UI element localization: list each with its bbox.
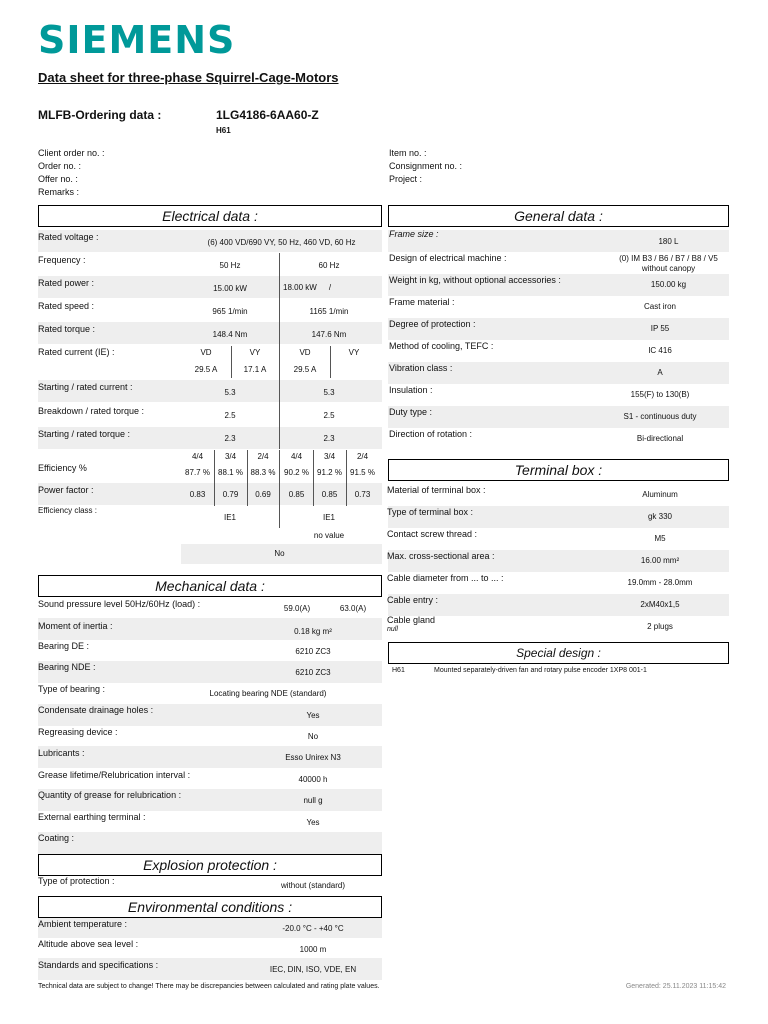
- standards-label: Standards and specifications :: [38, 960, 159, 970]
- efficiency-value: 91.5 %: [350, 468, 375, 477]
- efficiency-value: 91.2 %: [317, 468, 342, 477]
- power-separator: /: [328, 283, 332, 292]
- grease-lifetime-label: Grease lifetime/Relubrication interval :: [38, 770, 191, 780]
- load-head: 4/4: [191, 452, 204, 461]
- sound-pressure-label: Sound pressure level 50Hz/60Hz (load) :: [38, 599, 201, 609]
- cable-entry-value: 2xM40x1,5: [640, 600, 680, 609]
- explosion-protection-header: Explosion protection :: [38, 854, 382, 876]
- duty-type-value: S1 - continuous duty: [623, 412, 697, 421]
- document-title: Data sheet for three-phase Squirrel-Cage-Motors: [38, 70, 339, 85]
- current-head-vd-60: VD: [299, 348, 311, 357]
- power-factor-value: 0.83: [189, 490, 206, 499]
- regreasing-value: No: [307, 732, 319, 741]
- current-head-vy-60: VY: [348, 348, 360, 357]
- frame-material-value: Cast iron: [643, 302, 676, 311]
- client-order-label: Client order no. :: [38, 148, 105, 158]
- rated-current-label: Rated current (IE) :: [38, 347, 115, 357]
- rotation-label: Direction of rotation :: [389, 429, 473, 439]
- efficiency-value: 88.3 %: [250, 468, 276, 477]
- rated-voltage-label: Rated voltage :: [38, 232, 99, 242]
- cross-section-label: Max. cross-sectional area :: [387, 551, 495, 561]
- bearing-de-label: Bearing DE :: [38, 641, 90, 651]
- protection-type-label: Type of protection :: [38, 876, 115, 886]
- rated-speed-label: Rated speed :: [38, 301, 95, 311]
- lubricants-value: Esso Unirex N3: [285, 753, 341, 762]
- order-meta-right: [389, 147, 462, 186]
- coating-label: Coating :: [38, 833, 75, 843]
- power-50-value: 15.00 kW: [213, 284, 247, 293]
- frame-size-label: Frame size :: [389, 229, 439, 239]
- load-head: 3/4: [323, 452, 336, 461]
- power-factor-value: 0.69: [255, 490, 271, 499]
- consignment-no-label: Consignment no. :: [389, 161, 463, 171]
- row-shading: [38, 832, 382, 854]
- footer-disclaimer: Technical data are subject to change! There may be discrepancies between calculated and rating plate values.: [38, 983, 380, 990]
- insulation-label: Insulation :: [389, 385, 433, 395]
- no-value-text: no value: [313, 531, 345, 540]
- current-vd-60-value: 29.5 A: [293, 365, 317, 374]
- environmental-conditions-header: Environmental conditions :: [38, 896, 382, 918]
- frequency-label: Frequency :: [38, 255, 86, 265]
- rated-power-label: Rated power :: [38, 278, 95, 288]
- order-meta-left: [38, 147, 105, 199]
- bearing-de-value: 6210 ZC3: [295, 647, 331, 656]
- bearing-type-label: Type of bearing :: [38, 684, 106, 694]
- project-label: Project :: [389, 174, 423, 184]
- cooling-label: Method of cooling, TEFC :: [389, 341, 494, 351]
- protection-type-value: without (standard): [280, 881, 346, 890]
- remarks-label: Remarks :: [38, 187, 80, 197]
- protection-value: IP 55: [650, 324, 670, 333]
- earthing-terminal-label: External earthing terminal :: [38, 812, 146, 822]
- starting-torque-label: Starting / rated torque :: [38, 429, 131, 439]
- cable-entry-label: Cable entry :: [387, 595, 439, 605]
- cable-gland-label: Cable gland: [387, 615, 436, 625]
- terminal-type-value: gk 330: [647, 512, 673, 521]
- weight-value: 150.00 kg: [650, 280, 687, 289]
- screw-thread-value: M5: [654, 534, 666, 543]
- rated-voltage-value: (6) 400 VD/690 VY, 50 Hz, 460 VD, 60 Hz: [207, 238, 356, 247]
- offer-no-label: Offer no. :: [38, 174, 78, 184]
- condensate-value: Yes: [306, 711, 320, 720]
- mlfb-label: MLFB-Ordering data :: [38, 108, 162, 122]
- terminal-material-value: Aluminum: [642, 490, 678, 499]
- power-factor-value: 0.79: [222, 490, 239, 499]
- current-head-vy-50: VY: [249, 348, 261, 357]
- screw-thread-label: Contact screw thread :: [387, 529, 478, 539]
- frame-material-label: Frame material :: [389, 297, 455, 307]
- current-vy-50-value: 17.1 A: [243, 365, 267, 374]
- generated-timestamp: Generated: 25.11.2023 11:15:42: [625, 983, 726, 990]
- terminal-box-header: Terminal box :: [388, 459, 729, 481]
- lubricants-label: Lubricants :: [38, 748, 85, 758]
- current-vd-50-value: 29.5 A: [194, 365, 218, 374]
- cable-diameter-label: Cable diameter from ... to ... :: [387, 573, 504, 583]
- load-head: 2/4: [257, 452, 269, 461]
- bearing-type-value: Locating bearing NDE (standard): [209, 689, 327, 698]
- column-divider: [330, 346, 331, 378]
- cable-gland-value: 2 plugs: [647, 622, 673, 631]
- efficiency-value: 90.2 %: [284, 468, 309, 477]
- ambient-temp-label: Ambient temperature :: [38, 919, 128, 929]
- terminal-material-label: Material of terminal box :: [387, 485, 486, 495]
- efficiency-value: 87.7 %: [185, 468, 210, 477]
- power-factor-value: 0.85: [321, 490, 338, 499]
- cable-diameter-value: 19.0mm - 28.0mm: [627, 578, 693, 587]
- item-no-label: Item no. :: [389, 148, 427, 158]
- efficiency-label: Efficiency %: [38, 463, 87, 473]
- duty-type-label: Duty type :: [389, 407, 433, 417]
- starting-current-50: 5.3: [224, 388, 236, 397]
- power-60-value: 18.00 kW: [283, 283, 317, 292]
- altitude-label: Altitude above sea level :: [38, 939, 139, 949]
- bearing-nde-label: Bearing NDE :: [38, 662, 96, 672]
- altitude-value: 1000 m: [299, 945, 327, 954]
- special-design-header: Special design :: [388, 642, 729, 664]
- special-description: Mounted separately-driven fan and rotary pulse encoder 1XP8 001-1: [434, 667, 647, 674]
- power-factor-value: 0.73: [354, 490, 371, 499]
- rated-torque-label: Rated torque :: [38, 324, 96, 334]
- freq-50-value: 50 Hz: [219, 261, 241, 270]
- general-data-header: General data :: [388, 205, 729, 227]
- vibration-label: Vibration class :: [389, 363, 453, 373]
- grease-quantity-value: null g: [303, 796, 323, 805]
- rotation-value: Bi-directional: [636, 434, 684, 443]
- design-label: Design of electrical machine :: [389, 253, 507, 263]
- inertia-label: Moment of inertia :: [38, 621, 113, 631]
- sound-50-value: 59.0(A): [283, 604, 311, 613]
- cable-gland-note: null: [387, 626, 398, 633]
- efficiency-class-label: Efficiency class :: [38, 506, 97, 515]
- speed-50-value: 965 1/min: [212, 307, 248, 316]
- ambient-temp-value: -20.0 °C - +40 °C: [282, 924, 344, 933]
- bearing-nde-value: 6210 ZC3: [295, 668, 331, 677]
- starting-torque-60: 2.3: [323, 434, 335, 443]
- mechanical-data-header: Mechanical data :: [38, 575, 382, 597]
- starting-torque-50: 2.3: [224, 434, 236, 443]
- mlfb-value: 1LG4186-6AA60-Z: [216, 108, 319, 122]
- cooling-value: IC 416: [648, 346, 672, 355]
- electrical-data-header: Electrical data :: [38, 205, 382, 227]
- power-factor-value: 0.85: [288, 490, 305, 499]
- speed-60-value: 1165 1/min: [309, 307, 349, 316]
- no-text: No: [274, 549, 285, 558]
- current-head-vd-50: VD: [200, 348, 212, 357]
- grease-quantity-label: Quantity of grease for relubrication :: [38, 790, 182, 800]
- efficiency-value: 88.1 %: [218, 468, 243, 477]
- protection-label: Degree of protection :: [389, 319, 476, 329]
- design-value: (0) IM B3 / B6 / B7 / B8 / V5: [619, 254, 718, 263]
- efficiency-class-50: IE1: [223, 513, 236, 522]
- power-factor-label: Power factor :: [38, 485, 94, 495]
- standards-value: IEC, DIN, ISO, VDE, EN: [269, 965, 357, 974]
- earthing-terminal-value: Yes: [306, 818, 320, 827]
- regreasing-label: Regreasing device :: [38, 727, 118, 737]
- insulation-value: 155(F) to 130(B): [630, 390, 690, 399]
- load-head: 2/4: [356, 452, 369, 461]
- breakdown-torque-label: Breakdown / rated torque :: [38, 406, 145, 416]
- sound-60-value: 63.0(A): [339, 604, 367, 613]
- weight-label: Weight in kg, without optional accessories :: [389, 275, 561, 285]
- starting-current-60: 5.3: [323, 388, 335, 397]
- terminal-type-label: Type of terminal box :: [387, 507, 474, 517]
- torque-60-value: 147.6 Nm: [311, 330, 347, 339]
- order-no-label: Order no. :: [38, 161, 82, 171]
- cross-section-value: 16.00 mm²: [640, 556, 680, 565]
- inertia-value: 0.18 kg m²: [294, 627, 332, 636]
- starting-current-label: Starting / rated current :: [38, 382, 133, 392]
- torque-50-value: 148.4 Nm: [212, 330, 248, 339]
- load-head: 3/4: [224, 452, 237, 461]
- freq-60-value: 60 Hz: [318, 261, 340, 270]
- grease-lifetime-value: 40000 h: [298, 775, 328, 784]
- vibration-value: A: [657, 368, 663, 377]
- siemens-logo: SIEMENS: [38, 18, 236, 62]
- design-value-canopy: without canopy: [641, 264, 696, 273]
- breakdown-50: 2.5: [224, 411, 236, 420]
- breakdown-60: 2.5: [323, 411, 335, 420]
- frame-size-value: 180 L: [658, 237, 679, 246]
- load-head: 4/4: [290, 452, 303, 461]
- condensate-label: Condensate drainage holes :: [38, 705, 154, 715]
- special-code: H61: [392, 667, 405, 674]
- mlfb-option-code: H61: [216, 126, 231, 135]
- efficiency-class-60: IE1: [322, 513, 335, 522]
